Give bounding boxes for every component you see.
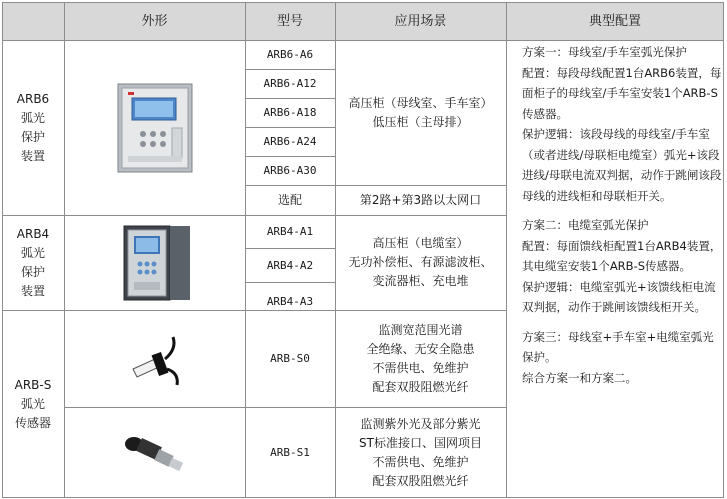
grid-line	[245, 69, 335, 70]
grid-line	[335, 2, 336, 498]
plan1-config: 配置：每段母线配置1台ARB6装置，每面柜子的母线室/手车室安装1个ARB-S传感器。	[522, 65, 722, 121]
grid-line	[245, 156, 335, 157]
group-label-arb4: ARB4 弧光 保护 装置	[16, 226, 50, 298]
model-arb6-a30: ARB6-A30	[263, 164, 317, 177]
arb4-device-image	[64, 215, 245, 310]
header-config: 典型配置	[506, 2, 724, 40]
header-blank	[2, 2, 64, 40]
plan3-desc: 综合方案一和方案二。	[522, 370, 637, 385]
arb-s0-sensor-image	[64, 310, 245, 407]
model-arb4-a1: ARB4-A1	[266, 225, 314, 238]
typical-config-text	[522, 42, 722, 388]
arb6-device-image	[64, 40, 245, 215]
scenario-arb6: 高压柜（母线室、手车室） 低压柜（主母排）	[348, 95, 493, 129]
header-appearance: 外形	[64, 2, 245, 40]
model-arb-s0: ARB-S0	[270, 352, 310, 365]
grid-line	[2, 2, 3, 498]
arb-s0-sensor-icon	[125, 329, 185, 389]
arb-s1-sensor-image	[64, 407, 245, 498]
model-arb6-a6: ARB6-A6	[266, 48, 314, 61]
arb6-device-icon	[110, 78, 200, 178]
grid-line	[2, 497, 724, 498]
header-scenario: 应用场景	[335, 2, 506, 40]
arb4-device-icon	[110, 222, 200, 304]
grid-line	[245, 2, 246, 498]
header-model: 型号	[245, 2, 335, 40]
scenario-arb-s0: 监测宽范围光谱 全绝缘、无安全隐患 不需供电、免维护 配套双股阻燃光纤	[366, 322, 475, 394]
model-arb6-a12: ARB6-A12	[263, 77, 317, 90]
group-label-arb-s: ARB-S 弧光 传感器	[14, 377, 52, 430]
plan2-logic: 保护逻辑：电缆室弧光+该馈线柜电流双判据，动作于跳闸该馈线柜开关。	[522, 279, 716, 314]
model-arb6-a24: ARB6-A24	[263, 135, 317, 148]
scenario-arb6-option: 第2路+第3路以太网口	[359, 192, 482, 207]
grid-line	[64, 2, 65, 498]
grid-line	[245, 282, 335, 283]
plan3-title: 方案三：母线室+手车室+电缆室弧光保护。	[522, 329, 714, 364]
model-arb6-option: 选配	[277, 192, 302, 207]
plan2-config: 配置：每面馈线柜配置1台ARB4装置，其电缆室安装1个ARB-S传感器。	[522, 238, 722, 273]
product-config-table	[2, 2, 724, 496]
grid-line	[2, 40, 724, 41]
grid-line	[723, 2, 724, 498]
grid-line	[2, 2, 724, 3]
plan1-logic: 保护逻辑：该段母线的母线室/手车室（或者进线/母联柜电缆室）弧光+该段进线/母联电流双判据，动作于跳闸该段母线的进线柜和母联柜开关。	[522, 127, 722, 203]
model-arb6-a18: ARB6-A18	[263, 106, 317, 119]
grid-line	[245, 248, 335, 249]
grid-line	[245, 185, 506, 186]
plan1-title: 方案一：母线室/手车室弧光保护	[522, 45, 687, 59]
arb-s1-sensor-icon	[120, 428, 190, 478]
grid-line	[2, 215, 506, 216]
grid-line	[64, 407, 506, 408]
model-arb-s1: ARB-S1	[270, 446, 310, 459]
model-arb4-a3: ARB4-A3	[266, 295, 314, 308]
model-arb4-a2: ARB4-A2	[266, 258, 314, 272]
scenario-arb-s1: 监测紫外光及部分紫光 ST标准接口、国网项目 不需供电、免维护 配套双股阻燃光纤	[359, 416, 482, 488]
grid-line	[245, 127, 335, 128]
scenario-arb4: 高压柜（电缆室） 无功补偿柜、有源滤波柜、 变流器柜、充电堆	[348, 236, 493, 288]
plan2-title: 方案二：电缆室弧光保护	[522, 218, 649, 232]
grid-line	[506, 2, 507, 498]
group-label-arb6: ARB6 弧光 保护 装置	[16, 91, 50, 163]
grid-line	[2, 310, 506, 311]
grid-line	[245, 98, 335, 99]
